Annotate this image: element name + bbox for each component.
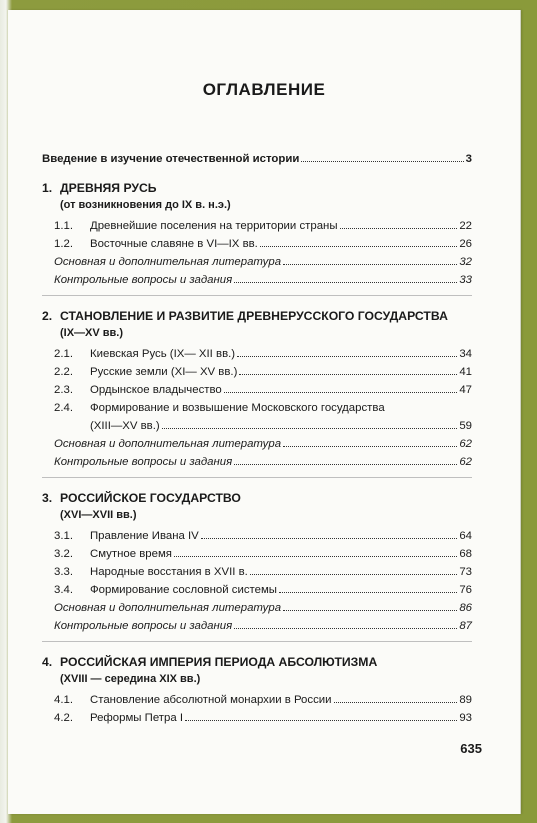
toc-entry-text: Становление абсолютной монархии в России <box>90 694 332 706</box>
toc-page-number: 62 <box>459 456 472 468</box>
toc-page-number: 59 <box>459 420 472 432</box>
chapter-period: (XVIII — середина XIX вв.) <box>60 673 201 685</box>
dot-leader <box>334 702 458 703</box>
dot-leader <box>279 592 457 593</box>
toc-entry-text: Основная и дополнительная литература <box>54 438 282 450</box>
dot-leader <box>234 282 457 283</box>
toc-page-number: 89 <box>459 694 472 706</box>
toc-page-number: 76 <box>459 584 472 596</box>
dot-leader <box>260 246 457 247</box>
toc-section-row[interactable] <box>42 399 472 417</box>
toc-section-number: 3.1. <box>54 530 73 542</box>
toc-questions-row[interactable] <box>42 617 472 635</box>
chapter-separator <box>42 641 472 642</box>
toc-page-number: 93 <box>459 712 472 724</box>
chapter-heading[interactable] <box>42 180 472 197</box>
chapter-separator <box>42 295 472 296</box>
toc-entry-text: Основная и дополнительная литература <box>54 602 282 614</box>
toc-page-number: 68 <box>459 548 472 560</box>
toc-section-row[interactable] <box>42 363 472 381</box>
toc-section-number: 2.2. <box>54 366 73 378</box>
toc-entry-text: (XIII—XV вв.) <box>90 420 160 432</box>
toc-page-number: 33 <box>459 274 472 286</box>
toc-page-number: 32 <box>459 256 472 268</box>
toc-intro-row[interactable] <box>42 150 472 168</box>
chapter-heading[interactable] <box>42 308 472 325</box>
toc-entry-text: Формирование и возвышение Московского государства <box>90 402 385 414</box>
dot-leader <box>234 464 457 465</box>
toc-section-number: 1.2. <box>54 238 73 250</box>
toc-page-number: 22 <box>459 220 472 232</box>
toc-section-number: 3.4. <box>54 584 73 596</box>
page-title: ОГЛАВЛЕНИЕ <box>202 80 326 99</box>
toc-entry-text: Ордынское владычество <box>90 384 222 396</box>
chapter-title: ДРЕВНЯЯ РУСЬ <box>60 181 157 195</box>
book-page <box>8 10 521 814</box>
toc-section-row[interactable] <box>42 217 472 235</box>
chapter-period: (IX—XV вв.) <box>60 327 124 339</box>
toc-entry-text: Контрольные вопросы и задания <box>54 456 233 468</box>
dot-leader <box>283 264 457 265</box>
dot-leader <box>185 720 457 721</box>
toc-section-row-continued[interactable] <box>42 417 472 435</box>
toc-entry-text: Восточные славяне в VI—IX вв. <box>90 238 258 250</box>
dot-leader <box>283 446 457 447</box>
toc-section-row[interactable] <box>42 691 472 709</box>
toc-entry-text: Народные восстания в XVII в. <box>90 566 248 578</box>
chapters-list <box>42 180 472 727</box>
toc-entry-text: Правление Ивана IV <box>90 530 199 542</box>
toc-questions-row[interactable] <box>42 271 472 289</box>
toc-page-number: 3 <box>465 153 472 165</box>
toc-section-row[interactable] <box>42 581 472 599</box>
toc-section-number: 3.2. <box>54 548 73 560</box>
toc-entry-text: Контрольные вопросы и задания <box>54 274 233 286</box>
toc-section-row[interactable] <box>42 235 472 253</box>
toc-questions-row[interactable] <box>42 453 472 471</box>
toc-section-row[interactable] <box>42 709 472 727</box>
toc-literature-row[interactable] <box>42 253 472 271</box>
dot-leader <box>162 428 458 429</box>
toc-entry-text: Русские земли (XI— XV вв.) <box>90 366 238 378</box>
chapter-heading[interactable] <box>42 490 472 507</box>
toc-section-number: 2.1. <box>54 348 73 360</box>
toc-page-number: 62 <box>459 438 472 450</box>
toc-section-row[interactable] <box>42 345 472 363</box>
dot-leader <box>283 610 457 611</box>
dot-leader <box>234 628 457 629</box>
chapter-number: 2. <box>42 309 53 323</box>
chapter-number: 3. <box>42 491 53 505</box>
toc-section-row[interactable] <box>42 563 472 581</box>
toc-page-number: 47 <box>459 384 472 396</box>
toc-entry-text: Киевская Русь (IX— XII вв.) <box>90 348 236 360</box>
toc-page-number: 87 <box>459 620 472 632</box>
toc-section-number: 3.3. <box>54 566 73 578</box>
toc-entry-text: Контрольные вопросы и задания <box>54 620 233 632</box>
toc-page-number: 34 <box>459 348 472 360</box>
toc-section-number: 1.1. <box>54 220 73 232</box>
chapter-title: РОССИЙСКОЕ ГОСУДАРСТВО <box>60 491 241 505</box>
dot-leader <box>201 538 458 539</box>
dot-leader <box>174 556 457 557</box>
dot-leader <box>224 392 458 393</box>
chapter-number: 1. <box>42 181 53 195</box>
chapter-separator <box>42 477 472 478</box>
toc-section-number: 4.2. <box>54 712 73 724</box>
toc-section-number: 2.4. <box>54 402 73 414</box>
dot-leader <box>250 574 458 575</box>
dot-leader <box>301 161 463 162</box>
chapter-heading[interactable] <box>42 654 472 671</box>
chapter-period: (от возникновения до IX в. н.э.) <box>60 199 231 211</box>
chapter-title: СТАНОВЛЕНИЕ И РАЗВИТИЕ ДРЕВНЕРУССКОГО ГОСУДАРСТВА <box>60 309 448 323</box>
chapter-period: (XVI—XVII вв.) <box>60 509 137 521</box>
toc-section-number: 2.3. <box>54 384 73 396</box>
toc-page-number: 86 <box>459 602 472 614</box>
toc-entry-text: Основная и дополнительная литература <box>54 256 282 268</box>
toc-section-row[interactable] <box>42 527 472 545</box>
toc-section-row[interactable] <box>42 545 472 563</box>
toc-page-number: 73 <box>459 566 472 578</box>
toc-entry-text: Реформы Петра I <box>90 712 184 724</box>
toc-section-row[interactable] <box>42 381 472 399</box>
toc-entry-text: Введение в изучение отечественной истории <box>42 153 300 165</box>
toc-section-number: 4.1. <box>54 694 73 706</box>
toc-page-number: 64 <box>459 530 472 542</box>
toc-entry-text: Смутное время <box>90 548 172 560</box>
table-of-contents <box>42 150 472 727</box>
toc-page-number: 26 <box>459 238 472 250</box>
page-number: 635 <box>460 741 482 756</box>
toc-literature-row[interactable] <box>42 435 472 453</box>
chapter-number: 4. <box>42 655 53 669</box>
dot-leader <box>237 356 457 357</box>
toc-literature-row[interactable] <box>42 599 472 617</box>
toc-entry-text: Формирование сословной системы <box>90 584 277 596</box>
toc-entry-text: Древнейшие поселения на территории страны <box>90 220 338 232</box>
dot-leader <box>340 228 458 229</box>
chapter-title: РОССИЙСКАЯ ИМПЕРИЯ ПЕРИОДА АБСОЛЮТИЗМА <box>60 655 378 669</box>
dot-leader <box>239 374 457 375</box>
toc-page-number: 41 <box>459 366 472 378</box>
